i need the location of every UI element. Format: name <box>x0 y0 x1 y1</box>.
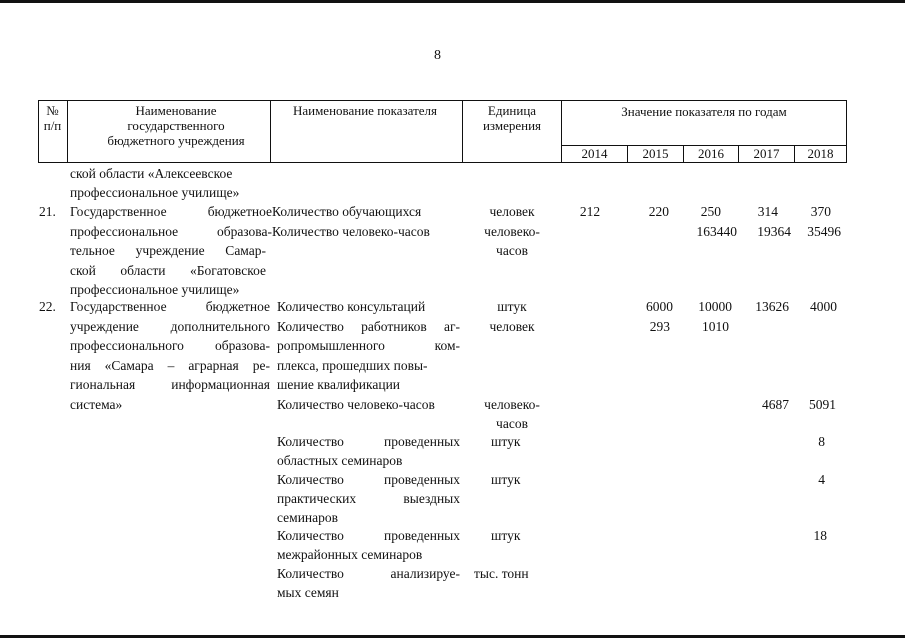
value-2017: 13626 <box>755 299 789 314</box>
year-2014: 2014 <box>581 146 608 161</box>
continuation-line: профессиональное училище» <box>70 185 240 200</box>
institution-line: ния «Самара – аграрная ре- <box>70 358 270 373</box>
indicator-name: шение квалификации <box>277 377 401 392</box>
header-col-no: № п/п <box>43 103 62 133</box>
indicator-name: Количество консультаций <box>277 299 426 314</box>
institution-line: профессиональное образова- <box>70 224 272 239</box>
header-bottom-rule <box>38 162 847 163</box>
value-2018: 4 <box>818 472 825 487</box>
unit: человек <box>489 319 535 334</box>
indicator-name: Количество работников аг- <box>277 319 460 334</box>
unit: штук <box>491 434 521 449</box>
indicator-name: межрайонных семинаров <box>277 547 423 562</box>
indicator-name: Количество человеко-часов <box>277 397 435 412</box>
page-number: 8 <box>434 48 441 63</box>
year-2018: 2018 <box>807 146 834 161</box>
value-2017: 314 <box>757 204 778 219</box>
indicator-name: Количество проведенных <box>277 528 460 543</box>
header-col-unit: Единица измерения <box>482 103 542 133</box>
value-2015: 220 <box>648 204 669 219</box>
unit: штук <box>491 472 521 487</box>
year-2016: 2016 <box>698 146 724 161</box>
value-2018: 35496 <box>807 224 841 239</box>
indicator-name: Количество человеко-часов <box>272 224 430 239</box>
value-2016: 163440 <box>696 224 737 239</box>
header-col-institution: Наименование государственного бюджетного учреждения <box>107 103 245 148</box>
year-2015: 2015 <box>642 146 669 161</box>
unit: часов <box>496 243 528 258</box>
unit: человеко- <box>484 397 540 412</box>
institution-line: профессионального образова- <box>70 338 270 353</box>
bottom-border <box>0 635 905 638</box>
institution-line: Государственное бюджетное <box>70 299 270 314</box>
value-2016: 10000 <box>698 299 732 314</box>
row-number: 21. <box>39 204 56 219</box>
value-2016: 250 <box>700 204 721 219</box>
indicator-name: Количество обучающихся <box>272 204 422 219</box>
institution-line: гиональная информационная <box>70 377 270 392</box>
indicator-name: Количество проведенных <box>277 434 460 449</box>
institution-line: система» <box>70 397 123 412</box>
unit: тыс. тонн <box>474 566 529 581</box>
indicator-name: практических выездных <box>277 491 460 506</box>
header-col-values: Значение показателя по годам <box>621 104 787 119</box>
value-2014: 212 <box>579 204 601 219</box>
value-2018: 370 <box>810 204 831 219</box>
unit: часов <box>496 416 528 431</box>
unit: человеко- <box>484 224 540 239</box>
year-2017: 2017 <box>753 146 780 161</box>
value-2018: 18 <box>813 528 827 543</box>
indicator-name: Количество проведенных <box>277 472 460 487</box>
unit: человек <box>489 204 535 219</box>
value-2018: 8 <box>818 434 825 449</box>
continuation-line: ской области «Алексеевское <box>70 166 233 181</box>
indicator-name: областных семинаров <box>277 453 403 468</box>
row-number: 22. <box>39 299 56 314</box>
header-col-indicator: Наименование показателя <box>292 103 438 118</box>
institution-line: профессиональное училище» <box>70 282 240 297</box>
institution-line: тельное учреждение Самар- <box>70 243 266 258</box>
value-2018: 5091 <box>809 397 836 412</box>
value-2015: 6000 <box>646 299 673 314</box>
indicator-name: ропромышленного ком- <box>277 338 460 353</box>
value-2018: 4000 <box>810 299 837 314</box>
value-2015: 293 <box>649 319 670 334</box>
institution-line: Государственное бюджетное <box>70 204 272 219</box>
indicator-name: семинаров <box>277 510 339 525</box>
value-2017: 4687 <box>762 397 789 412</box>
value-2016: 1010 <box>702 319 729 334</box>
value-2017: 19364 <box>757 224 791 239</box>
header-top-rule <box>38 100 847 101</box>
institution-line: учреждение дополнительного <box>70 319 270 334</box>
indicator-name: мых семян <box>277 585 339 600</box>
indicator-name: плекса, прошедших повы- <box>277 358 428 373</box>
institution-line: ской области «Богатовское <box>70 263 266 278</box>
unit: штук <box>491 528 521 543</box>
unit: штук <box>497 299 527 314</box>
top-border <box>0 0 905 3</box>
indicator-name: Количество анализируе- <box>277 566 460 581</box>
